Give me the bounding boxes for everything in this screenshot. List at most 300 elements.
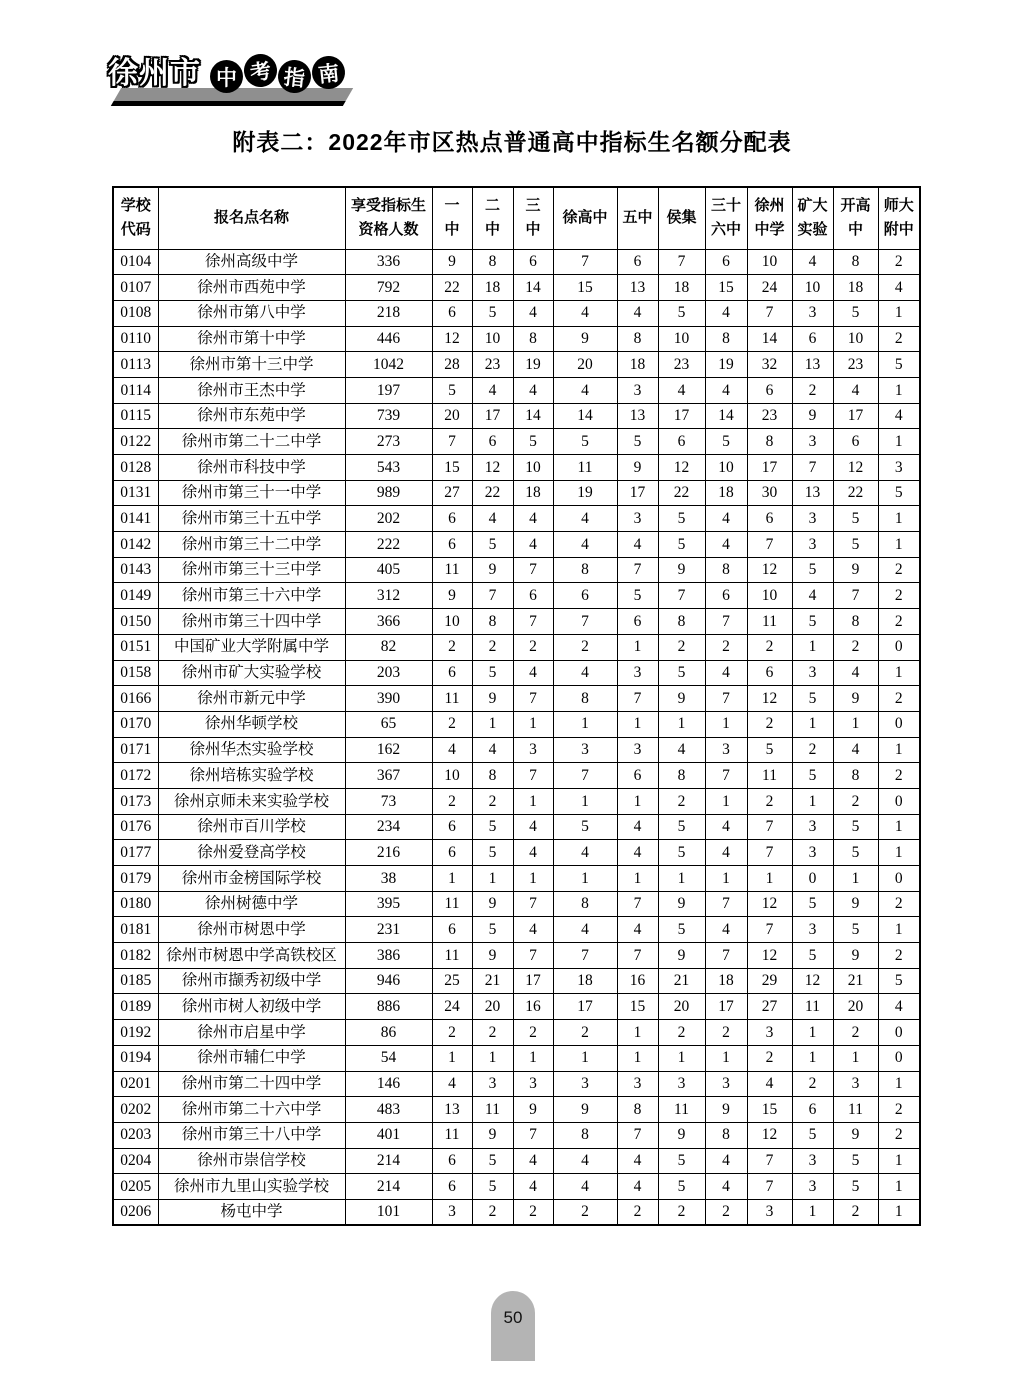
cell-name: 徐州市第十三中学 bbox=[158, 352, 345, 378]
cell-eligible: 214 bbox=[345, 1148, 432, 1174]
cell-code: 0180 bbox=[113, 891, 158, 917]
cell-erzhong: 2 bbox=[472, 634, 513, 660]
cell-name: 徐州树德中学 bbox=[158, 891, 345, 917]
cell-sanzhong: 2 bbox=[513, 634, 553, 660]
cell-shidafuzhong: 2 bbox=[878, 763, 920, 789]
cell-name: 徐州华顿学校 bbox=[158, 711, 345, 737]
cell-sanzhong: 6 bbox=[513, 249, 553, 275]
cell-erzhong: 9 bbox=[472, 943, 513, 969]
column-header-line: 徐高中 bbox=[562, 208, 608, 226]
cell-yizhong: 4 bbox=[432, 737, 472, 763]
cell-shidafuzhong: 1 bbox=[878, 840, 920, 866]
cell-name: 徐州市第三十八中学 bbox=[158, 1122, 345, 1148]
cell-xugaozhong: 7 bbox=[553, 763, 617, 789]
cell-kuangdashiyan: 5 bbox=[792, 891, 833, 917]
cell-kuangdashiyan: 5 bbox=[792, 557, 833, 583]
header-row bbox=[113, 187, 920, 249]
cell-xugaozhong: 6 bbox=[553, 583, 617, 609]
cell-yizhong: 28 bbox=[432, 352, 472, 378]
cell-sanzhong: 4 bbox=[513, 506, 553, 532]
cell-eligible: 162 bbox=[345, 737, 432, 763]
cell-houji: 1 bbox=[658, 866, 705, 892]
cell-wuzhong: 8 bbox=[617, 1097, 658, 1123]
cell-xuzhouzhongxue: 7 bbox=[747, 917, 792, 943]
cell-shidafuzhong: 4 bbox=[878, 275, 920, 301]
cell-erzhong: 9 bbox=[472, 1122, 513, 1148]
cell-wuzhong: 3 bbox=[617, 737, 658, 763]
cell-xugaozhong: 3 bbox=[553, 1071, 617, 1097]
cell-wuzhong: 6 bbox=[617, 763, 658, 789]
cell-eligible: 739 bbox=[345, 403, 432, 429]
cell-sanshiliuzhong: 4 bbox=[705, 1174, 747, 1200]
cell-xuzhouzhongxue: 11 bbox=[747, 609, 792, 635]
cell-xuzhouzhongxue: 14 bbox=[747, 326, 792, 352]
cell-houji: 9 bbox=[658, 557, 705, 583]
cell-houji: 2 bbox=[658, 1020, 705, 1046]
cell-code: 0166 bbox=[113, 686, 158, 712]
cell-shidafuzhong: 1 bbox=[878, 506, 920, 532]
cell-yizhong: 15 bbox=[432, 455, 472, 481]
cell-name: 徐州市第八中学 bbox=[158, 300, 345, 326]
cell-erzhong: 5 bbox=[472, 300, 513, 326]
column-header-line: 中 bbox=[847, 221, 863, 239]
cell-houji: 4 bbox=[658, 737, 705, 763]
quota-allocation-table bbox=[112, 186, 921, 1226]
column-header-shidafuzhong bbox=[878, 187, 920, 249]
cell-erzhong: 9 bbox=[472, 891, 513, 917]
cell-kaigaozhong: 4 bbox=[833, 737, 878, 763]
cell-kuangdashiyan: 3 bbox=[792, 660, 833, 686]
cell-sanzhong: 7 bbox=[513, 891, 553, 917]
cell-code: 0176 bbox=[113, 814, 158, 840]
column-header-line: 享受指标生 bbox=[350, 196, 426, 214]
cell-sanzhong: 16 bbox=[513, 994, 553, 1020]
table-row bbox=[113, 1122, 920, 1148]
cell-code: 0192 bbox=[113, 1020, 158, 1046]
cell-kuangdashiyan: 5 bbox=[792, 686, 833, 712]
cell-eligible: 202 bbox=[345, 506, 432, 532]
cell-sanshiliuzhong: 5 bbox=[705, 429, 747, 455]
cell-kaigaozhong: 5 bbox=[833, 1174, 878, 1200]
cell-kuangdashiyan: 3 bbox=[792, 1148, 833, 1174]
cell-name: 徐州市矿大实验学校 bbox=[158, 660, 345, 686]
cell-sanzhong: 5 bbox=[513, 429, 553, 455]
cell-yizhong: 3 bbox=[432, 1199, 472, 1225]
cell-xuzhouzhongxue: 6 bbox=[747, 506, 792, 532]
cell-houji: 2 bbox=[658, 788, 705, 814]
table-title: 附表二：2022年市区热点普通高中指标生名额分配表 bbox=[232, 129, 792, 155]
logo-text-xuzhoushi: 徐州市 bbox=[108, 57, 201, 90]
cell-yizhong: 20 bbox=[432, 403, 472, 429]
cell-wuzhong: 18 bbox=[617, 352, 658, 378]
cell-xugaozhong: 4 bbox=[553, 1148, 617, 1174]
cell-yizhong: 5 bbox=[432, 377, 472, 403]
cell-kuangdashiyan: 1 bbox=[792, 1199, 833, 1225]
column-header-kaigaozhong bbox=[833, 187, 878, 249]
cell-yizhong: 6 bbox=[432, 532, 472, 558]
cell-yizhong: 7 bbox=[432, 429, 472, 455]
table-row bbox=[113, 1199, 920, 1225]
table-row bbox=[113, 634, 920, 660]
cell-kaigaozhong: 4 bbox=[833, 377, 878, 403]
cell-sanshiliuzhong: 3 bbox=[705, 737, 747, 763]
cell-kuangdashiyan: 2 bbox=[792, 1071, 833, 1097]
cell-houji: 7 bbox=[658, 249, 705, 275]
cell-code: 0113 bbox=[113, 352, 158, 378]
cell-shidafuzhong: 1 bbox=[878, 917, 920, 943]
cell-sanshiliuzhong: 1 bbox=[705, 866, 747, 892]
column-header-line: 中 bbox=[484, 221, 500, 239]
cell-erzhong: 5 bbox=[472, 917, 513, 943]
cell-yizhong: 9 bbox=[432, 583, 472, 609]
cell-shidafuzhong: 2 bbox=[878, 1097, 920, 1123]
cell-xuzhouzhongxue: 7 bbox=[747, 1174, 792, 1200]
cell-name: 徐州市第三十二中学 bbox=[158, 532, 345, 558]
cell-eligible: 386 bbox=[345, 943, 432, 969]
column-header-line: 侯集 bbox=[666, 208, 697, 226]
cell-kaigaozhong: 2 bbox=[833, 788, 878, 814]
cell-sanzhong: 1 bbox=[513, 1045, 553, 1071]
cell-shidafuzhong: 2 bbox=[878, 326, 920, 352]
cell-kuangdashiyan: 13 bbox=[792, 480, 833, 506]
cell-erzhong: 5 bbox=[472, 660, 513, 686]
cell-erzhong: 10 bbox=[472, 326, 513, 352]
column-header-line: 一 bbox=[444, 196, 460, 214]
cell-shidafuzhong: 1 bbox=[878, 1071, 920, 1097]
cell-houji: 2 bbox=[658, 1199, 705, 1225]
table-row bbox=[113, 737, 920, 763]
cell-wuzhong: 3 bbox=[617, 660, 658, 686]
cell-sanshiliuzhong: 18 bbox=[705, 480, 747, 506]
logo-circle-char: 南 bbox=[310, 54, 346, 90]
cell-erzhong: 7 bbox=[472, 583, 513, 609]
cell-houji: 21 bbox=[658, 968, 705, 994]
cell-name: 徐州市树恩中学高铁校区 bbox=[158, 943, 345, 969]
cell-houji: 9 bbox=[658, 686, 705, 712]
cell-yizhong: 13 bbox=[432, 1097, 472, 1123]
cell-xugaozhong: 4 bbox=[553, 917, 617, 943]
cell-shidafuzhong: 2 bbox=[878, 1122, 920, 1148]
cell-eligible: 405 bbox=[345, 557, 432, 583]
cell-shidafuzhong: 2 bbox=[878, 686, 920, 712]
cell-sanzhong: 19 bbox=[513, 352, 553, 378]
cell-name: 徐州高级中学 bbox=[158, 249, 345, 275]
cell-kaigaozhong: 5 bbox=[833, 532, 878, 558]
table-row bbox=[113, 480, 920, 506]
cell-xugaozhong: 1 bbox=[553, 788, 617, 814]
cell-wuzhong: 7 bbox=[617, 686, 658, 712]
cell-kuangdashiyan: 4 bbox=[792, 583, 833, 609]
table-row bbox=[113, 583, 920, 609]
column-header-line: 矿大 bbox=[797, 196, 828, 214]
cell-sanzhong: 7 bbox=[513, 943, 553, 969]
table-row bbox=[113, 429, 920, 455]
cell-erzhong: 4 bbox=[472, 506, 513, 532]
cell-kuangdashiyan: 3 bbox=[792, 506, 833, 532]
cell-sanshiliuzhong: 10 bbox=[705, 455, 747, 481]
table-header bbox=[113, 187, 920, 249]
cell-sanzhong: 4 bbox=[513, 300, 553, 326]
cell-xuzhouzhongxue: 30 bbox=[747, 480, 792, 506]
cell-erzhong: 1 bbox=[472, 711, 513, 737]
cell-kaigaozhong: 9 bbox=[833, 1122, 878, 1148]
cell-erzhong: 2 bbox=[472, 1199, 513, 1225]
cell-eligible: 216 bbox=[345, 840, 432, 866]
cell-houji: 9 bbox=[658, 1122, 705, 1148]
cell-xuzhouzhongxue: 12 bbox=[747, 943, 792, 969]
cell-yizhong: 11 bbox=[432, 557, 472, 583]
cell-houji: 17 bbox=[658, 403, 705, 429]
cell-name: 徐州爱登高学校 bbox=[158, 840, 345, 866]
cell-houji: 12 bbox=[658, 455, 705, 481]
column-header-line: 附中 bbox=[883, 221, 914, 239]
cell-name: 徐州市第三十六中学 bbox=[158, 583, 345, 609]
cell-sanshiliuzhong: 3 bbox=[705, 1071, 747, 1097]
cell-erzhong: 9 bbox=[472, 557, 513, 583]
cell-wuzhong: 1 bbox=[617, 1020, 658, 1046]
cell-code: 0110 bbox=[113, 326, 158, 352]
cell-sanzhong: 4 bbox=[513, 660, 553, 686]
cell-erzhong: 8 bbox=[472, 763, 513, 789]
cell-eligible: 312 bbox=[345, 583, 432, 609]
cell-erzhong: 18 bbox=[472, 275, 513, 301]
cell-houji: 5 bbox=[658, 1174, 705, 1200]
cell-sanzhong: 4 bbox=[513, 1148, 553, 1174]
cell-houji: 8 bbox=[658, 763, 705, 789]
cell-wuzhong: 1 bbox=[617, 711, 658, 737]
cell-yizhong: 6 bbox=[432, 1174, 472, 1200]
cell-sanzhong: 4 bbox=[513, 1174, 553, 1200]
cell-sanshiliuzhong: 17 bbox=[705, 994, 747, 1020]
table-row bbox=[113, 968, 920, 994]
cell-shidafuzhong: 1 bbox=[878, 814, 920, 840]
cell-eligible: 886 bbox=[345, 994, 432, 1020]
cell-erzhong: 2 bbox=[472, 788, 513, 814]
cell-yizhong: 11 bbox=[432, 891, 472, 917]
cell-kuangdashiyan: 4 bbox=[792, 249, 833, 275]
cell-wuzhong: 4 bbox=[617, 1174, 658, 1200]
cell-wuzhong: 4 bbox=[617, 532, 658, 558]
cell-sanshiliuzhong: 4 bbox=[705, 506, 747, 532]
cell-name: 徐州市九里山实验学校 bbox=[158, 1174, 345, 1200]
cell-xugaozhong: 2 bbox=[553, 1020, 617, 1046]
cell-shidafuzhong: 0 bbox=[878, 788, 920, 814]
cell-xugaozhong: 4 bbox=[553, 840, 617, 866]
cell-houji: 5 bbox=[658, 532, 705, 558]
cell-erzhong: 4 bbox=[472, 377, 513, 403]
cell-xuzhouzhongxue: 10 bbox=[747, 583, 792, 609]
cell-name: 徐州华杰实验学校 bbox=[158, 737, 345, 763]
cell-kuangdashiyan: 5 bbox=[792, 763, 833, 789]
cell-code: 0151 bbox=[113, 634, 158, 660]
cell-wuzhong: 4 bbox=[617, 917, 658, 943]
cell-code: 0107 bbox=[113, 275, 158, 301]
table-row bbox=[113, 840, 920, 866]
cell-eligible: 65 bbox=[345, 711, 432, 737]
cell-kaigaozhong: 9 bbox=[833, 891, 878, 917]
cell-kuangdashiyan: 1 bbox=[792, 634, 833, 660]
cell-kuangdashiyan: 3 bbox=[792, 840, 833, 866]
cell-kaigaozhong: 21 bbox=[833, 968, 878, 994]
cell-kaigaozhong: 9 bbox=[833, 943, 878, 969]
cell-name: 徐州市新元中学 bbox=[158, 686, 345, 712]
column-header-line: 实验 bbox=[797, 221, 828, 239]
cell-sanshiliuzhong: 4 bbox=[705, 917, 747, 943]
cell-xuzhouzhongxue: 27 bbox=[747, 994, 792, 1020]
cell-sanshiliuzhong: 7 bbox=[705, 609, 747, 635]
cell-eligible: 73 bbox=[345, 788, 432, 814]
cell-eligible: 86 bbox=[345, 1020, 432, 1046]
table-row bbox=[113, 686, 920, 712]
cell-yizhong: 6 bbox=[432, 1148, 472, 1174]
cell-kaigaozhong: 2 bbox=[833, 634, 878, 660]
cell-name: 徐州京师未来实验学校 bbox=[158, 788, 345, 814]
cell-sanzhong: 7 bbox=[513, 1122, 553, 1148]
column-header-yizhong bbox=[432, 187, 472, 249]
cell-sanshiliuzhong: 4 bbox=[705, 377, 747, 403]
cell-xugaozhong: 2 bbox=[553, 1199, 617, 1225]
cell-erzhong: 9 bbox=[472, 686, 513, 712]
cell-xuzhouzhongxue: 2 bbox=[747, 634, 792, 660]
cell-xugaozhong: 7 bbox=[553, 943, 617, 969]
cell-xugaozhong: 7 bbox=[553, 609, 617, 635]
cell-erzhong: 5 bbox=[472, 814, 513, 840]
cell-xugaozhong: 4 bbox=[553, 1174, 617, 1200]
cell-sanshiliuzhong: 14 bbox=[705, 403, 747, 429]
cell-yizhong: 25 bbox=[432, 968, 472, 994]
cell-wuzhong: 7 bbox=[617, 943, 658, 969]
cell-xugaozhong: 18 bbox=[553, 968, 617, 994]
cell-eligible: 367 bbox=[345, 763, 432, 789]
cell-yizhong: 10 bbox=[432, 763, 472, 789]
column-header-sanshiliuzhong bbox=[705, 187, 747, 249]
cell-houji: 3 bbox=[658, 1071, 705, 1097]
cell-eligible: 483 bbox=[345, 1097, 432, 1123]
cell-sanshiliuzhong: 4 bbox=[705, 300, 747, 326]
cell-kuangdashiyan: 1 bbox=[792, 1020, 833, 1046]
cell-shidafuzhong: 3 bbox=[878, 455, 920, 481]
table-row bbox=[113, 300, 920, 326]
cell-code: 0150 bbox=[113, 609, 158, 635]
cell-code: 0170 bbox=[113, 711, 158, 737]
cell-xuzhouzhongxue: 6 bbox=[747, 660, 792, 686]
cell-erzhong: 4 bbox=[472, 737, 513, 763]
cell-houji: 10 bbox=[658, 326, 705, 352]
cell-kaigaozhong: 4 bbox=[833, 660, 878, 686]
table-row bbox=[113, 917, 920, 943]
cell-wuzhong: 1 bbox=[617, 634, 658, 660]
cell-sanzhong: 1 bbox=[513, 788, 553, 814]
cell-kuangdashiyan: 12 bbox=[792, 968, 833, 994]
cell-xugaozhong: 4 bbox=[553, 532, 617, 558]
cell-erzhong: 17 bbox=[472, 403, 513, 429]
cell-eligible: 336 bbox=[345, 249, 432, 275]
cell-code: 0189 bbox=[113, 994, 158, 1020]
table-row bbox=[113, 1045, 920, 1071]
cell-houji: 6 bbox=[658, 429, 705, 455]
guide-logo bbox=[108, 54, 378, 114]
cell-xuzhouzhongxue: 12 bbox=[747, 1122, 792, 1148]
cell-yizhong: 11 bbox=[432, 1122, 472, 1148]
cell-houji: 20 bbox=[658, 994, 705, 1020]
column-header-kuangdashiyan bbox=[792, 187, 833, 249]
table-row bbox=[113, 352, 920, 378]
cell-eligible: 946 bbox=[345, 968, 432, 994]
cell-wuzhong: 1 bbox=[617, 866, 658, 892]
cell-kaigaozhong: 9 bbox=[833, 686, 878, 712]
cell-xugaozhong: 9 bbox=[553, 1097, 617, 1123]
cell-xuzhouzhongxue: 2 bbox=[747, 1045, 792, 1071]
cell-code: 0203 bbox=[113, 1122, 158, 1148]
cell-xuzhouzhongxue: 32 bbox=[747, 352, 792, 378]
cell-houji: 18 bbox=[658, 275, 705, 301]
cell-code: 0149 bbox=[113, 583, 158, 609]
cell-erzhong: 11 bbox=[472, 1097, 513, 1123]
cell-kaigaozhong: 17 bbox=[833, 403, 878, 429]
cell-shidafuzhong: 1 bbox=[878, 377, 920, 403]
cell-xugaozhong: 5 bbox=[553, 429, 617, 455]
cell-kuangdashiyan: 5 bbox=[792, 609, 833, 635]
cell-sanshiliuzhong: 4 bbox=[705, 814, 747, 840]
cell-kuangdashiyan: 13 bbox=[792, 352, 833, 378]
column-header-line: 徐州 bbox=[754, 196, 785, 214]
cell-xugaozhong: 2 bbox=[553, 634, 617, 660]
cell-yizhong: 2 bbox=[432, 711, 472, 737]
cell-name: 徐州市第二十四中学 bbox=[158, 1071, 345, 1097]
cell-kuangdashiyan: 3 bbox=[792, 429, 833, 455]
cell-kuangdashiyan: 6 bbox=[792, 326, 833, 352]
cell-wuzhong: 4 bbox=[617, 814, 658, 840]
table-row bbox=[113, 1097, 920, 1123]
cell-code: 0177 bbox=[113, 840, 158, 866]
table-row bbox=[113, 326, 920, 352]
cell-eligible: 543 bbox=[345, 455, 432, 481]
cell-sanzhong: 17 bbox=[513, 968, 553, 994]
cell-erzhong: 3 bbox=[472, 1071, 513, 1097]
cell-yizhong: 2 bbox=[432, 788, 472, 814]
cell-houji: 5 bbox=[658, 506, 705, 532]
cell-kuangdashiyan: 11 bbox=[792, 994, 833, 1020]
cell-yizhong: 1 bbox=[432, 1045, 472, 1071]
cell-xuzhouzhongxue: 11 bbox=[747, 763, 792, 789]
cell-kaigaozhong: 8 bbox=[833, 249, 878, 275]
cell-xugaozhong: 8 bbox=[553, 686, 617, 712]
cell-sanzhong: 3 bbox=[513, 737, 553, 763]
table-row bbox=[113, 891, 920, 917]
cell-name: 徐州市西苑中学 bbox=[158, 275, 345, 301]
cell-kaigaozhong: 5 bbox=[833, 814, 878, 840]
cell-wuzhong: 17 bbox=[617, 480, 658, 506]
cell-sanzhong: 7 bbox=[513, 557, 553, 583]
table-row bbox=[113, 1020, 920, 1046]
table-row bbox=[113, 506, 920, 532]
cell-xuzhouzhongxue: 10 bbox=[747, 249, 792, 275]
cell-xugaozhong: 14 bbox=[553, 403, 617, 429]
cell-yizhong: 2 bbox=[432, 634, 472, 660]
cell-sanzhong: 1 bbox=[513, 866, 553, 892]
cell-kuangdashiyan: 1 bbox=[792, 1045, 833, 1071]
cell-eligible: 82 bbox=[345, 634, 432, 660]
table-row bbox=[113, 866, 920, 892]
table-row bbox=[113, 557, 920, 583]
cell-yizhong: 6 bbox=[432, 814, 472, 840]
column-header-sanzhong bbox=[513, 187, 553, 249]
cell-yizhong: 11 bbox=[432, 686, 472, 712]
cell-erzhong: 5 bbox=[472, 840, 513, 866]
cell-name: 徐州市辅仁中学 bbox=[158, 1045, 345, 1071]
cell-code: 0194 bbox=[113, 1045, 158, 1071]
cell-houji: 4 bbox=[658, 377, 705, 403]
